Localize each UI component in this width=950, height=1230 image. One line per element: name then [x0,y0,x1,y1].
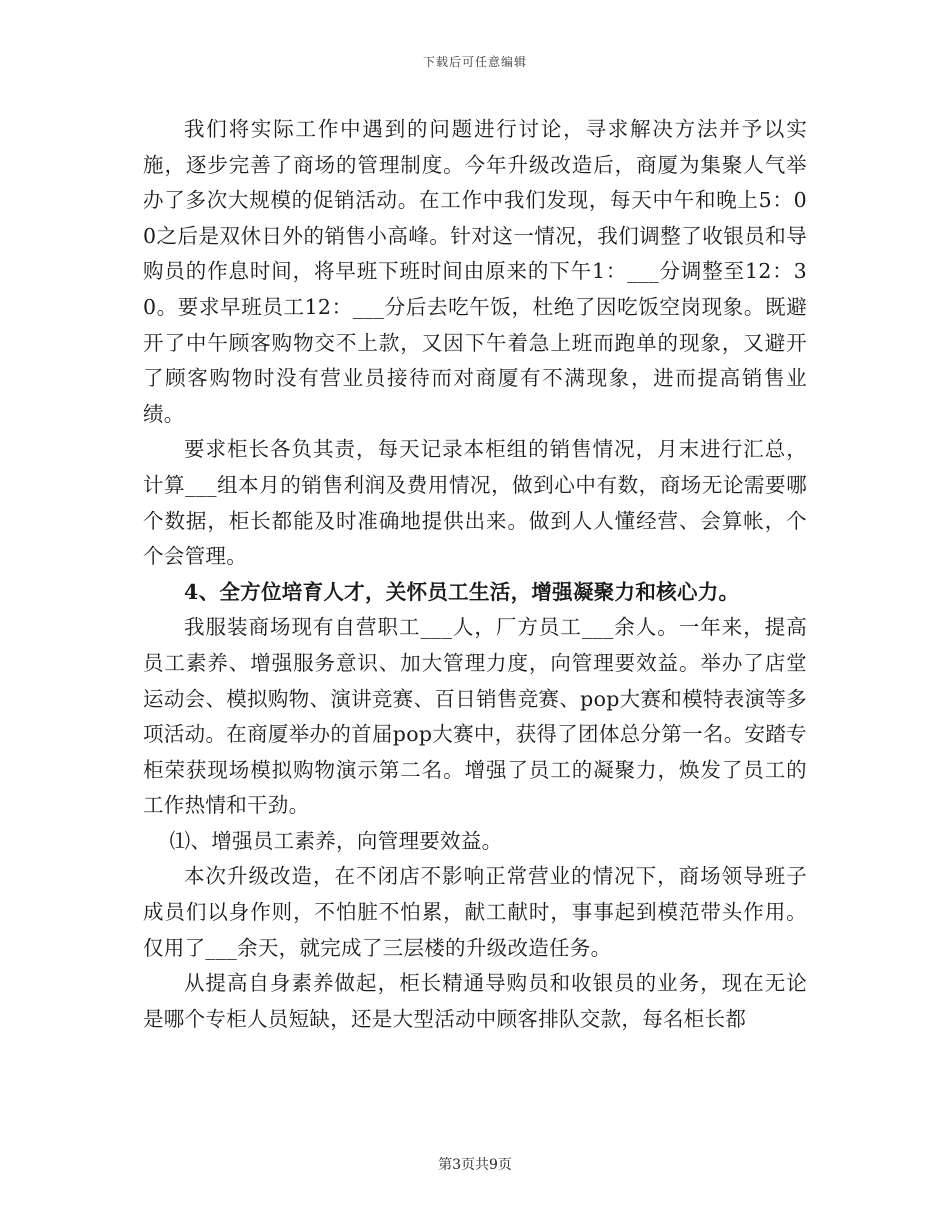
paragraph-self-improvement: 从提高自身素养做起，柜长精通导购员和收银员的业务，现在无论是哪个专柜人员短缺，还是大型活动中顾客排队交款，每名柜长都 [143,971,807,1031]
paragraph-renovation: 本次升级改造，在不闭店不影响正常营业的情况下，商场领导班子成员们以身作则，不怕脏不怕累，献工献时，事事起到模范带头作用。仅用了___余天，就完成了三层楼的升级改造任务。 [143,864,807,960]
paragraph-counter-responsibility: 要求柜长各负其责，每天记录本柜组的销售情况，月末进行汇总，计算___组本月的销售利润及费用情况，做到心中有数，商场无论需要哪个数据，柜长都能及时准确地提供出来。做到人人懂经营、会算帐，个个会管理。 [143,437,807,569]
paragraph-management-schedule: 我们将实际工作中遇到的问题进行讨论，寻求解决方法并予以实施，逐步完善了商场的管理制度。今年升级改造后，商厦为集聚人气举办了多次大规模的促销活动。在工作中我们发现，每天中午和晚上5：00之后是双休日外的销售小高峰。针对这一情况，我们调整了收银员和导购员的作息时间，将早班下班时间由原来的下午1：___分调整至12：30。要求早班员工12：___分后去吃午饭，杜绝了因吃饭空岗现象。既避开了中午顾客购物交不上款，又因下午着急上班而跑单的现象，又避开了顾客购物时没有营业员接待而对商厦有不满现象，进而提高销售业绩。 [143,117,807,426]
subheading-staff-quality: ⑴、增强员工素养，向管理要效益。 [169,828,503,853]
section-heading-talent: 4、全方位培育人才，关怀员工生活，增强凝聚力和核心力。 [184,579,740,604]
page-number: 第3页共9页 [438,1157,512,1173]
paragraph-staff-activities: 我服装商场现有自营职工___人，厂方员工___余人。一年来，提高员工素养、增强服务意识、加大管理力度，向管理要效益。举办了店堂运动会、模拟购物、演讲竞赛、百日销售竞赛、pop大赛和模特表演等多项活动。在商厦举办的首届pop大赛中，获得了团体总分第一名。安踏专柜荣获现场模拟购物演示第二名。增强了员工的凝聚力，焕发了员工的工作热情和干劲。 [143,615,807,818]
page-header-note: 下载后可任意编辑 [422,55,527,69]
document-body [143,112,807,1037]
